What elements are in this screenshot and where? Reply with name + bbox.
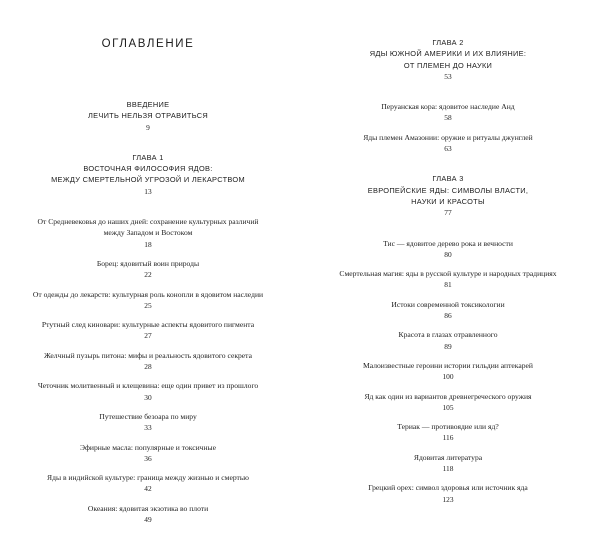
- toc-entry-title: Териак — противоядие или яд?: [397, 422, 499, 432]
- toc-entry-title: Четочник молитвенный и клещевина: еще один привет из прошлого: [37, 381, 259, 391]
- left-page: [0, 0, 300, 525]
- toc-entry-page: 49: [144, 515, 152, 525]
- toc-entry-page: 100: [442, 372, 454, 382]
- toc-entry-page: 105: [442, 402, 454, 412]
- toc-entry-page: 25: [144, 300, 152, 310]
- toc-entry-title: Путешествие безоара по миру: [99, 411, 197, 421]
- toc-entry-page: 89: [444, 341, 452, 351]
- toc-entry-title-cont: между Западом и Востоком: [103, 228, 193, 238]
- chapter3-title-line2: НАУКИ И КРАСОТЫ: [411, 196, 485, 206]
- toc-right: [306, 37, 590, 513]
- toc-entry-page: 63: [444, 144, 452, 154]
- chapter1-page-number: 13: [144, 186, 152, 196]
- toc-entry-page: 86: [444, 311, 452, 321]
- toc-entry-page: 116: [442, 433, 454, 443]
- toc-entry-page: 36: [144, 453, 152, 463]
- toc-entry-page: 22: [144, 270, 152, 280]
- toc-entry-page: 27: [144, 331, 152, 341]
- chapter1-title-line1: ВОСТОЧНАЯ ФИЛОСОФИЯ ЯДОВ:: [83, 164, 213, 174]
- toc-entry-page: 28: [144, 362, 152, 372]
- chapter2-page-number: 53: [444, 71, 452, 81]
- toc-entry-page: 33: [144, 423, 152, 433]
- chapter3-title-line1: ЕВРОПЕЙСКИЕ ЯДЫ: СИМВОЛЫ ВЛАСТИ,: [367, 185, 529, 195]
- toc-entry-page: 123: [442, 494, 454, 504]
- toc-entry-title: Красота в глазах отравленного: [398, 330, 498, 340]
- toc-entry-title: Яды племен Амазонии: оружие и ритуалы джунглей: [363, 132, 533, 142]
- toc-entry-title: Перуанская кора: ядовитое наследие Анд: [381, 102, 515, 112]
- toc-entry-page: 81: [444, 280, 452, 290]
- toc-entry-title: От Средневековья до наших дней: сохранение культурных различий: [37, 217, 259, 227]
- chapter3-label: ГЛАВА 3: [432, 174, 464, 184]
- right-page: [300, 0, 600, 504]
- chapter2-label: ГЛАВА 2: [432, 38, 464, 47]
- chapter1-label: ГЛАВА 1: [132, 152, 164, 162]
- chapter2-title-line2: ОТ ПЛЕМЕН ДО НАУКИ: [403, 60, 493, 70]
- toc-title: ОГЛАВЛЕНИЕ: [101, 38, 195, 50]
- chapter3-page-number: 77: [444, 208, 452, 218]
- toc-entry-page: 80: [444, 249, 452, 259]
- toc-entry-title: Желчный пузырь питона: мифы и реальность ядовитого секрета: [44, 350, 252, 360]
- intro-label: ВВЕДЕНИЕ: [126, 100, 170, 109]
- toc-entry-title: Яд как один из вариантов древнегреческого оружия: [364, 391, 532, 401]
- toc-entry-title: Смертельная магия: яды в русской культуре и народных традициях: [339, 269, 557, 279]
- toc-entry-page: 30: [144, 392, 152, 402]
- toc-entry-title: Эфирные масла: популярные и токсичные: [79, 442, 217, 452]
- toc-entry-title: Ртутный след киновари: культурные аспекты ядовитого пигмента: [41, 320, 255, 330]
- toc-entry-title: Малоизвестные героини истории гильдии аптекарей: [363, 360, 533, 370]
- toc-entry-page: 18: [144, 239, 152, 249]
- toc-entry-title: Ядовитая литература: [413, 452, 483, 462]
- toc-entry-title: От одежды до лекарств: культурная роль конопли в ядовитом наследии: [32, 289, 264, 299]
- toc-left: [6, 37, 290, 533]
- toc-entry-title: Грецкий орех: символ здоровья или источник яда: [368, 483, 528, 493]
- toc-entry-page: 42: [144, 484, 152, 494]
- chapter1-title-line2: МЕЖДУ СМЕРТЕЛЬНОЙ УГРОЗОЙ И ЛЕКАРСТВОМ: [51, 175, 245, 185]
- toc-entry-title: Яды в индийской культуре: граница между жизнью и смертью: [47, 473, 249, 483]
- toc-entry-title: Тис — ядовитое дерево рока и вечности: [383, 238, 513, 248]
- toc-entry-page: 58: [444, 113, 452, 123]
- chapter2-title-line1: ЯДЫ ЮЖНОЙ АМЕРИКИ И ИХ ВЛИЯНИЕ:: [369, 49, 527, 59]
- toc-entry-page: 118: [442, 464, 454, 474]
- toc-entry-title: Океания: ядовитая экзотика во плоти: [87, 503, 209, 513]
- intro-subtitle: ЛЕЧИТЬ НЕЛЬЗЯ ОТРАВИТЬСЯ: [87, 111, 209, 121]
- intro-page-number: 9: [146, 122, 150, 132]
- toc-entry-title: Истоки современной токсикологии: [391, 299, 505, 309]
- toc-entry-title: Борец: ядовитый воин природы: [96, 258, 200, 268]
